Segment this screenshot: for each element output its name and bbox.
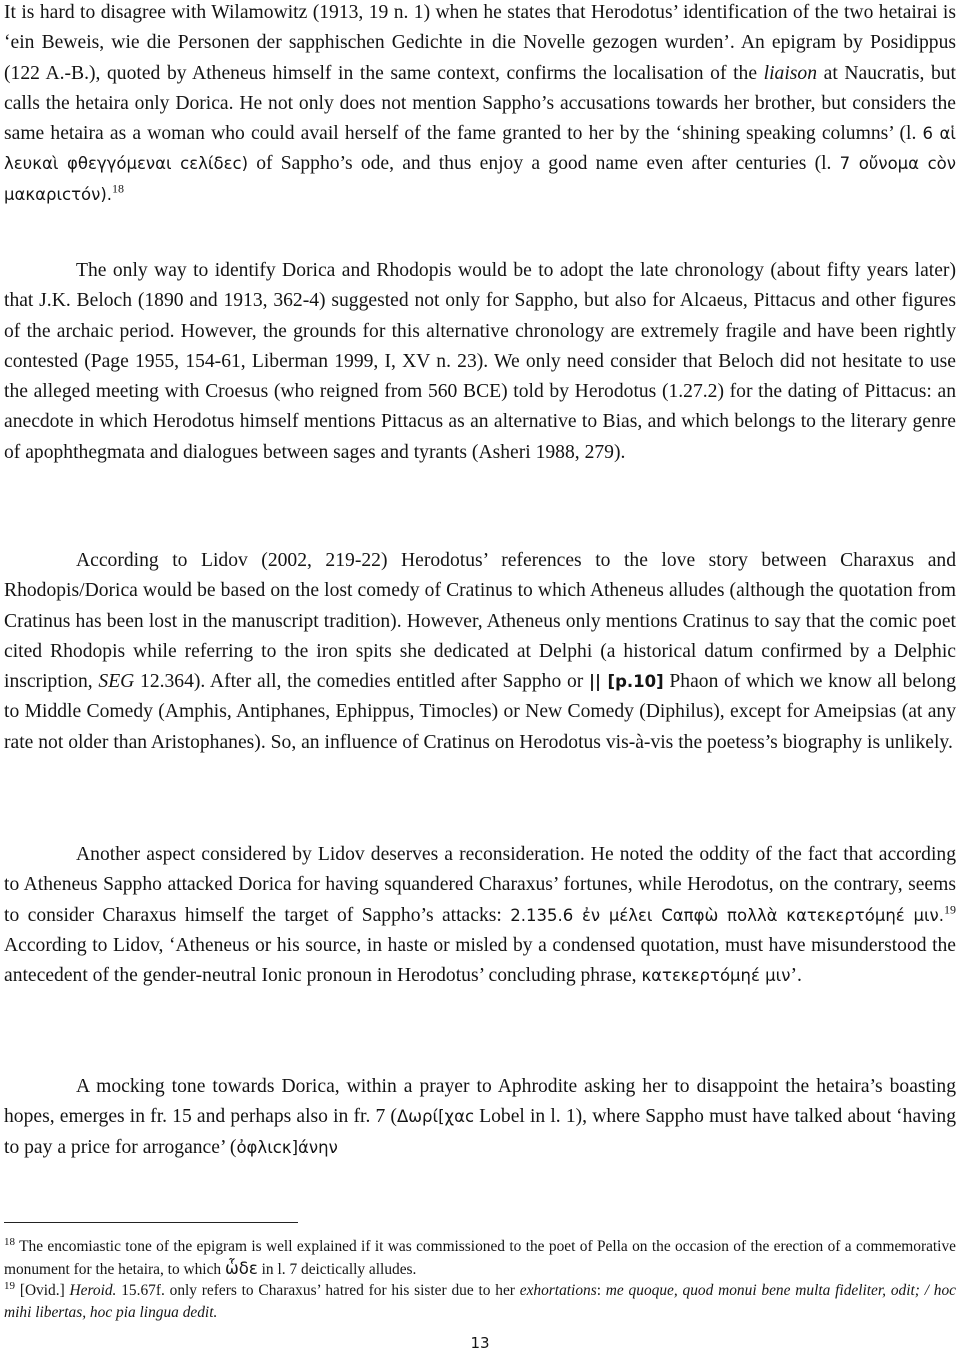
p1-liaison-italic: liaison: [763, 62, 818, 84]
footnote-19: [4, 1280, 956, 1324]
p1-greek-quote-2: 7 οὔνομα cὸν μακαριcτόν).: [4, 154, 956, 204]
footnote-19-text-1: [Ovid.]: [15, 1282, 70, 1299]
paragraph-3: [4, 546, 956, 758]
p1-greek-quote-1: 6 αἱ λευκαὶ φθεγγόμεναι cελίδεc): [4, 124, 956, 174]
paragraph-2: [4, 256, 956, 468]
footnote-ref-19[interactable]: 19: [944, 902, 956, 917]
p2-text: The only way to identify Dorica and Rhodopis would be to adopt the late chronology (about fifty years later) that J.K. Beloch (1890 and 1913, 362-4) suggested not only for Sappho, but also for Alcaeus, Pittacus and other figures of the archaic period. However, the grounds for this alternative chronology are extremely fragile and have been rightly contested (Page 1955, 154-61, Liberman 1999, I, XV n. 23). We only need consider that Beloch did not hesitate to use the alleged meeting with Croesus (who reigned from 560 BCE) told by Herodotus (1.27.2) for the dating of Pittacus: an anecdote in which Herodotus himself mentions Pittacus as an alternative to Bias, and which belongs to the literary genre of apophthegmata and dialogues between sages and tyrants (Asheri 1988, 279).: [4, 260, 956, 463]
p4-text-3: ’.: [790, 965, 802, 987]
footnote-18-text-1: The encomiastic tone of the epigram is well explained if it was commissioned to the poet of Pella on the occasion of the erection of a commemorative monument for the hetaira, to which: [4, 1238, 956, 1278]
p4-greek-quote-1: 2.135.6 ἐν μέλει Cαπφὼ πολλὰ κατεκερτόμηέ μιν.: [510, 905, 944, 925]
p4-greek-quote-2: κατεκερτόμηέ μιν: [641, 966, 791, 986]
footnote-19-latin-quote: me quoque, quod monui bene multa fideliter, odit; / hoc mihi libertas, hoc pia lingua dedit.: [4, 1282, 957, 1321]
paragraph-5: [4, 1072, 956, 1163]
footnote-18-greek: ὧδε: [224, 1259, 258, 1278]
p1-text-3: of Sappho’s ode, and thus enjoy a good name even after centuries (l.: [248, 153, 840, 175]
p1-text-1: It is hard to disagree with Wilamowitz (1913, 19 n. 1) when he states that Herodotus’ identification of the two hetairai is ‘ein Beweis, wie die Personen der sapphischen Gedichte in die Novelle gezogen wurden’. An epigram by Posidippus (122 A.-B.), quoted by Atheneus himself in the same context, confirms the localisation of the: [4, 2, 956, 84]
p5-greek-quote-2: ὀφλιcκ]άνην: [236, 1137, 338, 1157]
p4-text-2: According to Lidov, ‘Atheneus or his source, in haste or misled by a condensed quotation, must have misunderstood the antecedent of the gender-neutral Ionic pronoun in Herodotus’ concluding phrase,: [4, 934, 956, 987]
page-number: 13: [470, 1334, 490, 1352]
page-break-marker: || [p.10]: [588, 672, 664, 692]
p3-text-2: 12.364). After all, the comedies entitled after Sappho or: [134, 671, 589, 693]
p3-text-1: According to Lidov (2002, 219-22) Herodotus’ references to the love story between Charaxus and Rhodopis/Dorica would be based on the lost comedy of Cratinus to which Atheneus alludes (although the quotation from Cratinus has been lost in the manuscript tradition). However, Atheneus only mentions Cratinus to say that the comic poet cited Rhodopis while referring to the iron spits she dedicated at Delphi (a historical datum confirmed by a Delphic inscription,: [4, 550, 956, 693]
p3-seg-italic: SEG: [98, 671, 135, 693]
footnote-19-text-2: 15.67f. only refers to Charaxus’ hatred for his sister due to her: [116, 1282, 520, 1299]
paragraph-4: [4, 840, 956, 991]
p3-text-3: Phaon of which we know all belong to Middle Comedy (Amphis, Antiphanes, Ephippus, Timocles) or New Comedy (Diphilus), except for Ameipsias (at any rate not older than Aristophanes). So, an influence of Cratinus on Herodotus vis-à-vis the poetess’s biography is unlikely.: [4, 671, 957, 753]
footnote-18-text-2: in l. 7 deictically alludes.: [257, 1261, 417, 1278]
footnote-19-text-3: :: [596, 1282, 606, 1299]
footnote-19-exhortations-italic: exhortations: [519, 1282, 597, 1299]
paragraph-1: [4, 0, 956, 210]
p5-text-2: Lobel in l. 1), where Sappho must have talked about ‘having to pay a price for arrogance’ (: [4, 1106, 956, 1158]
p5-greek-quote-1: Δωρί[χαc: [396, 1107, 475, 1127]
p5-text-1: A mocking tone towards Dorica, within a prayer to Aphrodite asking her to disappoint the hetaira’s boasting hopes, emerges in fr. 15 and perhaps also in fr. 7 (: [4, 1076, 956, 1128]
footnote-19-number: 19: [4, 1279, 15, 1292]
p1-text-2: at Naucratis, but calls the hetaira only Dorica. He not only does not mention Sappho’s accusations towards her brother, but considers the same hetaira as a woman who could avail herself of the fame granted to her by the ‘shining speaking columns’ (l.: [4, 62, 956, 145]
footnote-19-heroid-italic: Heroid.: [69, 1282, 117, 1299]
p4-text-1: Another aspect considered by Lidov deserves a reconsideration. He noted the oddity of the fact that according to Atheneus Sappho attacked Dorica for having squandered Charaxus’ fortunes, while Herodotus, on the contrary, seems to consider Charaxus himself the target of Sappho’s attacks:: [4, 844, 956, 926]
footnote-separator: [4, 1222, 298, 1223]
footnote-18-number: 18: [4, 1235, 15, 1248]
footnote-18: [4, 1236, 956, 1281]
footnote-ref-18[interactable]: 18: [112, 181, 125, 196]
